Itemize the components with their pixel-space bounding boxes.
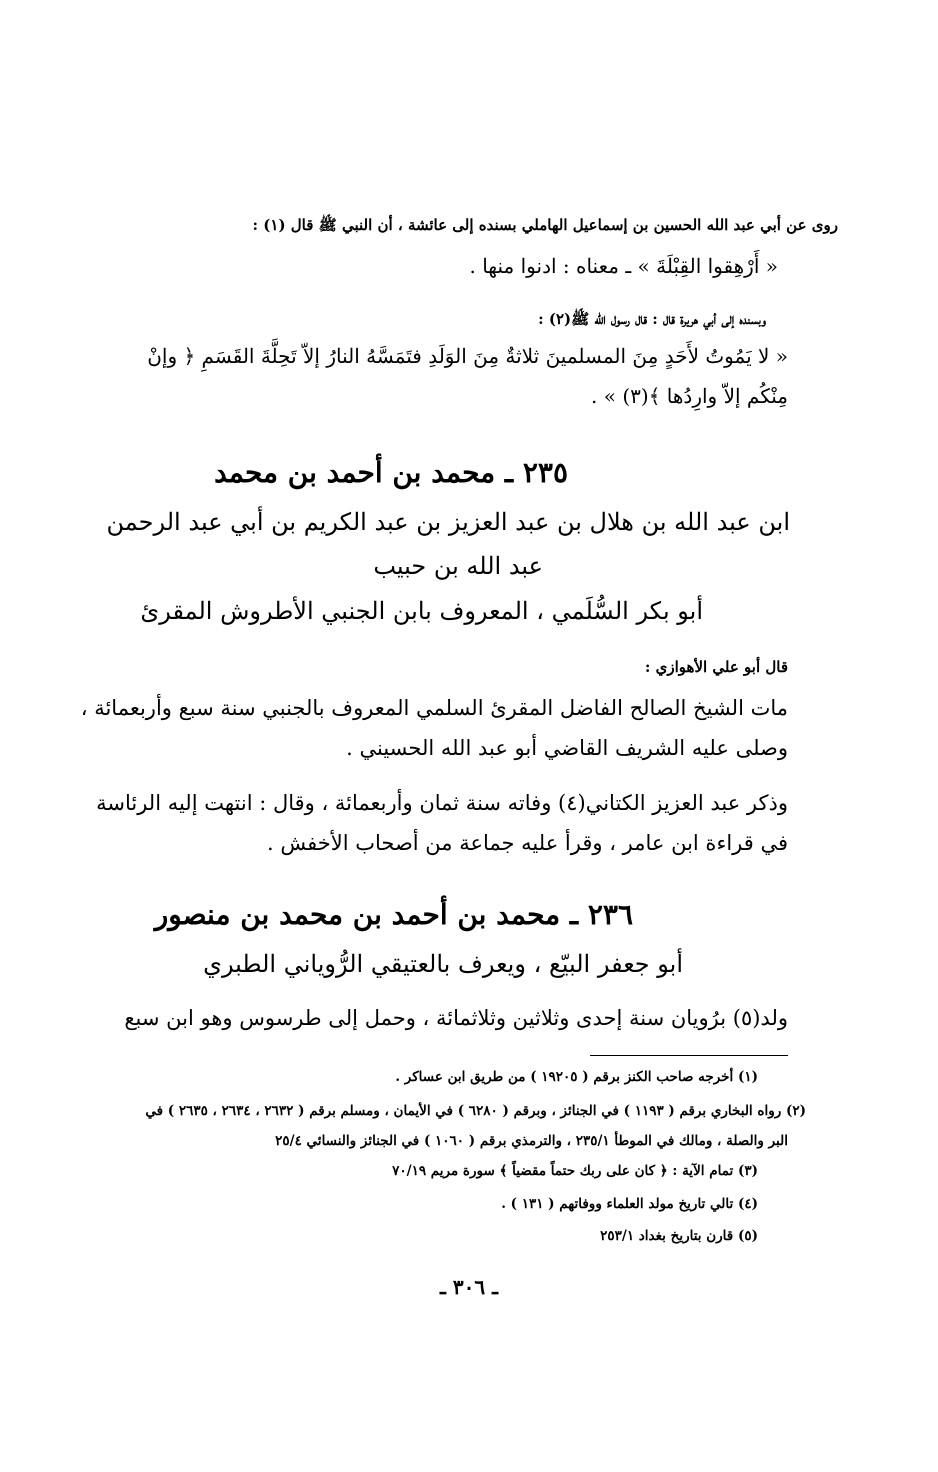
footnote-2-line-1: (٢) رواه البخاري برقم ( ١١٩٣ ) في الجنائز ، وبرقم ( ٦٢٨٠ ) في الأيمان ، ومسلم برقم ( ٢٦٣٢ ، ٢٦٣٤ ، ٢٦٣٥ ) في xyxy=(145,1103,806,1119)
hadith-quote-1: « أَرْهِقوا القِبْلَةَ » ـ معناه : ادنوا منها . xyxy=(469,254,778,278)
entry-235-para-2-line-2: في قراءة ابن عامر ، وقرأ عليه جماعة من أصحاب الأخفش . xyxy=(267,831,788,855)
footnote-4: (٤) تالي تاريخ مولد العلماء ووفاتهم ( ١٣١ ) . xyxy=(501,1196,758,1212)
hadith-intro-2: وبسنده إلى أبي هريرة قال : قال رسول الله ﷺ(٢) : xyxy=(538,310,766,328)
entry-235-kunya: أبو بكر السُّلَمي ، المعروف بابن الجنبي الأطروش المقرئ xyxy=(140,597,703,625)
entry-235-said: قال أبو علي الأهوازي : xyxy=(644,658,788,676)
footnote-separator xyxy=(590,1055,788,1056)
hadith-quote-2-line-1: « لا يَمُوتُ لأَحَدٍ مِنَ المسلمينَ ثلاثةٌ مِنَ الوَلَدِ فتَمَسَّهُ النارُ إلاّ تَحِلَّةَ القَسَمِ ﴿ وإنْ xyxy=(147,344,788,368)
footnote-3: (٣) تمام الآية : ﴿ كان على ربك حتماً مقضياً ﴾ سورة مريم ٧٠/١٩ xyxy=(392,1163,758,1179)
footnote-1: (١) أخرجه صاحب الكنز برقم ( ١٩٢٠٥ ) من طريق ابن عساكر . xyxy=(395,1069,758,1085)
entry-235-para-1-line-1: مات الشيخ الصالح الفاضل المقرئ السلمي المعروف بالجنبي سنة سبع وأربعمائة ، xyxy=(80,696,788,720)
entry-235-para-1-line-2: وصلى عليه الشريف القاضي أبو عبد الله الحسيني . xyxy=(346,736,788,760)
footnote-5: (٥) قارن بتاريخ بغداد ٢٥٣/١ xyxy=(600,1228,758,1244)
entry-236-para-line-1: ولد(٥) برُويان سنة إحدى وثلاثين وثلاثمائة ، وحمل إلى طرسوس وهو ابن سبع xyxy=(124,1006,788,1030)
footnote-2-line-2: البر والصلة ، ومالك في الموطأ ٢٣٥/١ ، والترمذي برقم ( ١٠٦٠ ) في الجنائز والنسائي ٢٥/٤ xyxy=(275,1133,788,1149)
hadith-quote-2-line-2: مِنْكُم إلاّ وارِدُها ﴾(٣) » . xyxy=(591,384,788,408)
page-number: ـ ٣٠٦ ـ xyxy=(440,1275,498,1299)
entry-236-title: ٢٣٦ ـ محمد بن أحمد بن محمد بن منصور xyxy=(154,898,633,931)
entry-235-lineage-2: عبد الله بن حبيب xyxy=(373,552,543,580)
entry-236-kunya: أبو جعفر البيّع ، ويعرف بالعتيقي الرُّوياني الطبري xyxy=(203,950,683,978)
entry-235-title: ٢٣٥ ـ محمد بن أحمد بن محمد xyxy=(214,456,568,489)
hadith-intro-1: روى عن أبي عبد الله الحسين بن إسماعيل الهاملي بسنده إلى عائشة ، أن النبي ﷺ قال (١) : xyxy=(252,216,838,234)
entry-235-para-2-line-1: وذكر عبد العزيز الكتاني(٤) وفاته سنة ثمان وأربعمائة ، وقال : انتهت إليه الرئاسة xyxy=(96,791,788,815)
entry-235-lineage-1: ابن عبد الله بن هلال بن عبد العزيز بن عبد الكريم بن أبي عبد الرحمن xyxy=(106,508,790,536)
